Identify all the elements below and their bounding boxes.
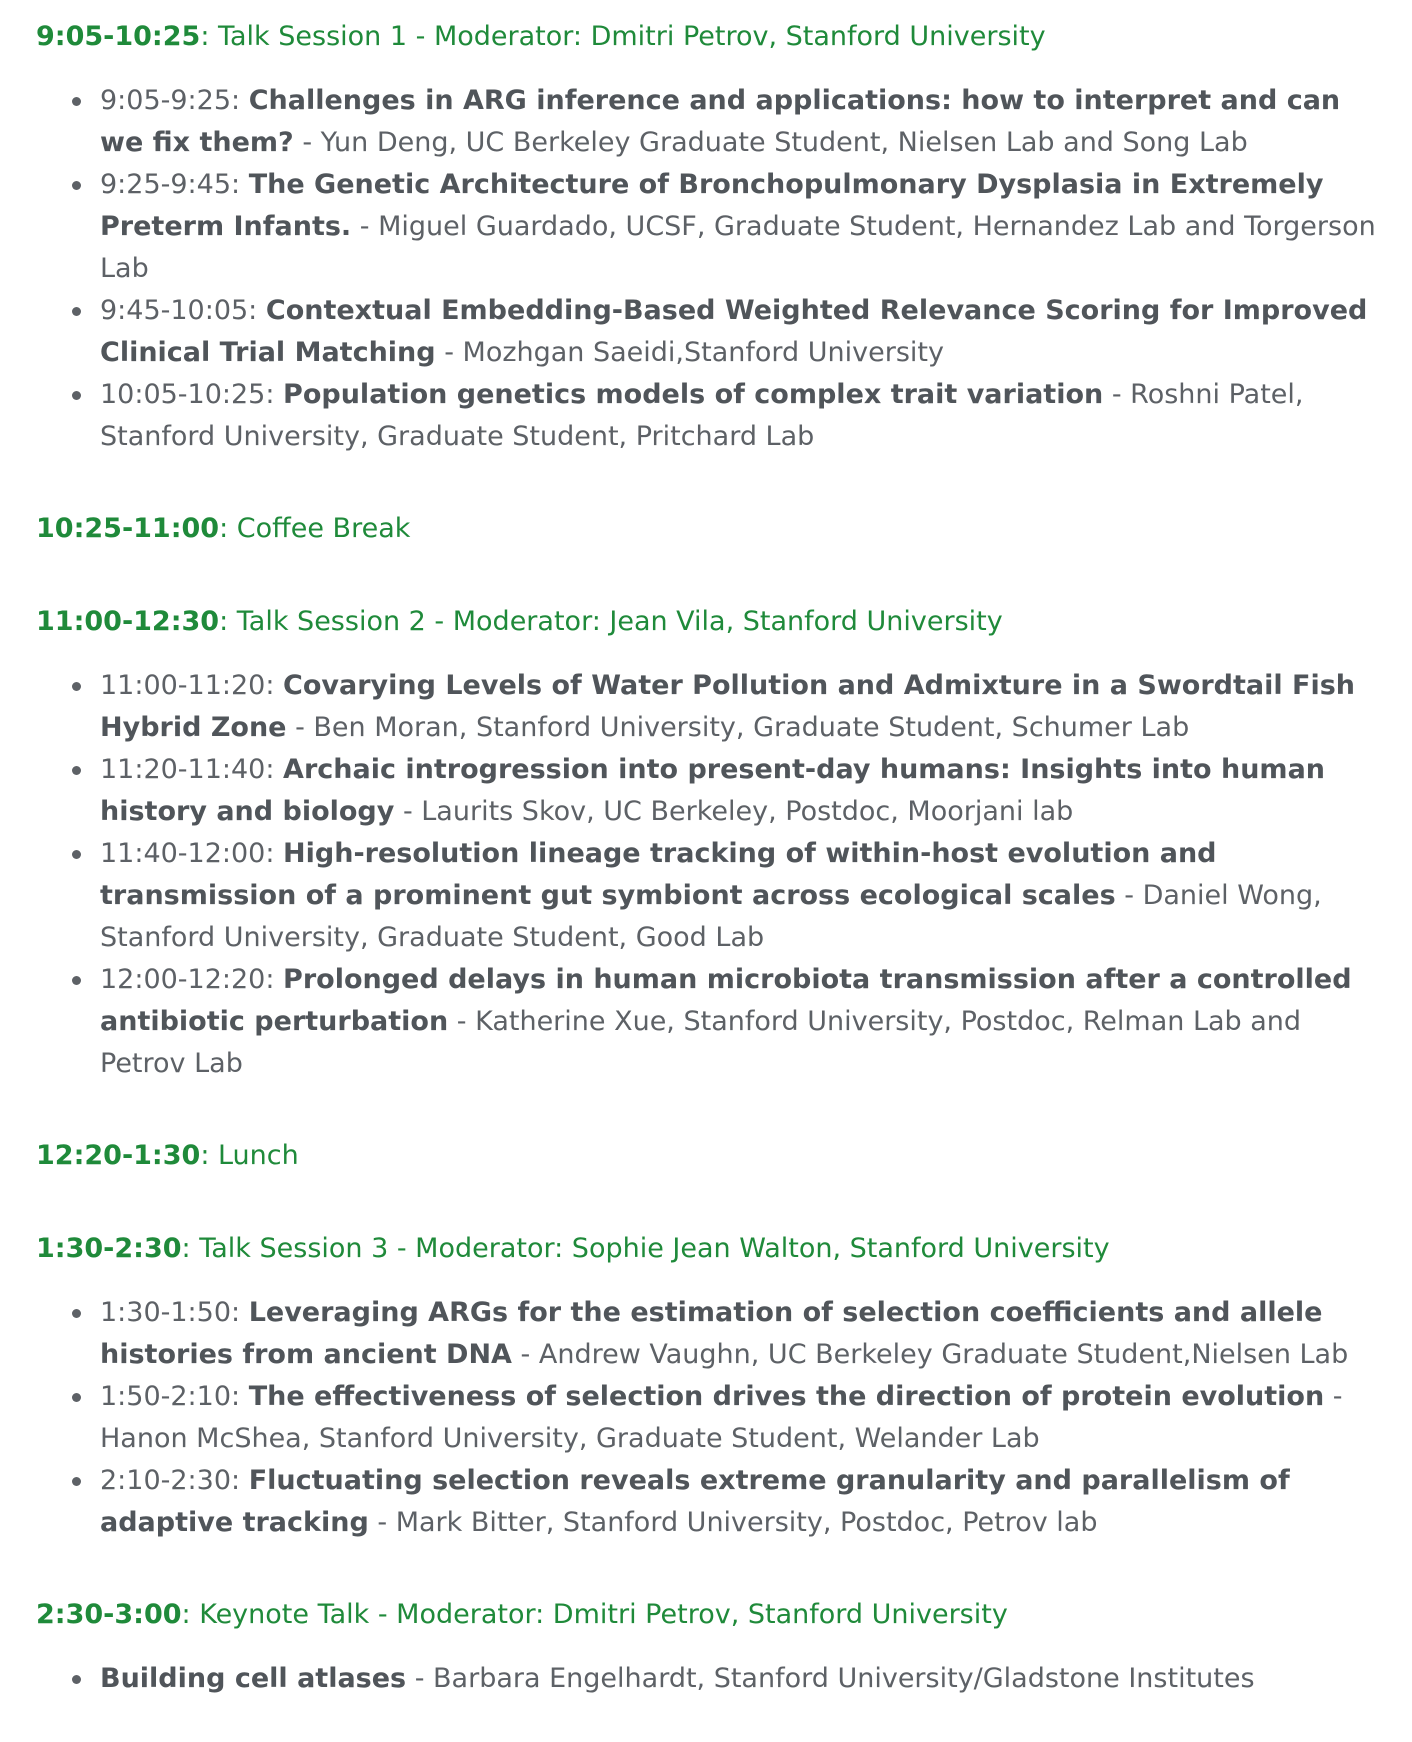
talk-item bbox=[100, 80, 1412, 164]
talk-title: Prolonged delays in human microbiota transmission after a controlled antibiotic perturbation bbox=[100, 964, 1352, 1037]
talk-item bbox=[100, 164, 1412, 290]
talk-title: Population genetics models of complex trait variation bbox=[283, 379, 1104, 410]
bullet-icon bbox=[72, 1675, 81, 1684]
bullet-icon bbox=[72, 307, 81, 316]
talk-time: 9:25-9:45: bbox=[100, 169, 249, 200]
talk-speaker: - Barbara Engelhardt, Stanford University/Gladstone Institutes bbox=[406, 1663, 1255, 1694]
talk-speaker: - Ben Moran, Stanford University, Graduate Student, Schumer Lab bbox=[286, 712, 1190, 743]
talk-speaker: - Laurits Skov, UC Berkeley, Postdoc, Moorjani lab bbox=[394, 796, 1074, 827]
bullet-icon bbox=[72, 1477, 81, 1486]
session-3 bbox=[0, 1228, 1412, 1544]
talk-speaker: - Miguel Guardado, UCSF, Graduate Student, Hernandez Lab and Torgerson Lab bbox=[100, 211, 1376, 284]
session-heading bbox=[36, 1594, 1412, 1636]
talk-speaker: - Mark Bitter, Stanford University, Postdoc, Petrov lab bbox=[368, 1507, 1098, 1538]
talk-title: Challenges in ARG inference and applications: how to interpret and can we fix them? bbox=[100, 85, 1341, 158]
session-time: 2:30-3:00 bbox=[36, 1599, 182, 1630]
session-label: : Keynote Talk - Moderator: Dmitri Petrov, Stanford University bbox=[181, 1599, 1008, 1630]
talk-item bbox=[100, 749, 1412, 833]
talk-time: 11:00-11:20: bbox=[100, 670, 284, 701]
bullet-icon bbox=[72, 682, 81, 691]
talk-item bbox=[100, 1292, 1412, 1376]
talk-time: 9:05-9:25: bbox=[100, 85, 249, 116]
session-heading bbox=[36, 1135, 1412, 1177]
talk-time: 10:05-10:25: bbox=[100, 379, 284, 410]
talk-time: 9:45-10:05: bbox=[100, 295, 266, 326]
talk-item bbox=[100, 959, 1412, 1085]
talk-item bbox=[100, 290, 1412, 374]
talk-speaker: - Yun Deng, UC Berkeley Graduate Student, Nielsen Lab and Song Lab bbox=[293, 127, 1248, 158]
session-time: 11:00-12:30 bbox=[36, 606, 220, 637]
session-heading bbox=[36, 1228, 1412, 1270]
talk-time: 11:40-12:00: bbox=[100, 838, 284, 869]
bullet-icon bbox=[72, 1393, 81, 1402]
talk-item bbox=[100, 665, 1412, 749]
session-time: 10:25-11:00 bbox=[36, 513, 220, 544]
session-label: : Talk Session 1 - Moderator: Dmitri Petrov, Stanford University bbox=[200, 21, 1046, 52]
session-lunch bbox=[0, 1135, 1412, 1177]
session-label: : Talk Session 3 - Moderator: Sophie Jean Walton, Stanford University bbox=[181, 1233, 1110, 1264]
bullet-icon bbox=[72, 181, 81, 190]
session-label: : Coffee Break bbox=[219, 513, 411, 544]
talk-title: Leveraging ARGs for the estimation of selection coefficients and allele histories from ancient DNA bbox=[100, 1297, 1323, 1370]
talk-time: 1:50-2:10: bbox=[100, 1381, 249, 1412]
talk-title: The effectiveness of selection drives the direction of protein evolution bbox=[248, 1381, 1325, 1412]
talk-title: Fluctuating selection reveals extreme granularity and parallelism of adaptive tracking bbox=[100, 1465, 1290, 1538]
talk-title: The Genetic Architecture of Bronchopulmonary Dysplasia in Extremely Preterm Infants. bbox=[100, 169, 1324, 242]
talk-title: Building cell atlases bbox=[100, 1663, 407, 1694]
session-time: 1:30-2:30 bbox=[36, 1233, 182, 1264]
session-heading bbox=[36, 508, 1412, 550]
talk-time: 2:10-2:30: bbox=[100, 1465, 249, 1496]
bullet-icon bbox=[72, 850, 81, 859]
talk-title: Archaic introgression into present-day humans: Insights into human history and biology bbox=[100, 754, 1326, 827]
talk-item bbox=[100, 1658, 1412, 1700]
session-time: 9:05-10:25 bbox=[36, 21, 201, 52]
talk-time: 1:30-1:50: bbox=[100, 1297, 249, 1328]
bullet-icon bbox=[72, 97, 81, 106]
bullet-icon bbox=[72, 1309, 81, 1318]
talk-time: 12:00-12:20: bbox=[100, 964, 284, 995]
talk-speaker: - Katherine Xue, Stanford University, Postdoc, Relman Lab and Petrov Lab bbox=[100, 1006, 1302, 1079]
session-2 bbox=[0, 601, 1412, 1085]
talk-list bbox=[0, 80, 1412, 458]
bullet-icon bbox=[72, 766, 81, 775]
talk-speaker: - Hanon McShea, Stanford University, Graduate Student, Welander Lab bbox=[100, 1381, 1343, 1454]
bullet-icon bbox=[72, 976, 81, 985]
talk-item bbox=[100, 374, 1412, 458]
talk-item bbox=[100, 1376, 1412, 1460]
talk-speaker: - Andrew Vaughn, UC Berkeley Graduate Student,Nielsen Lab bbox=[511, 1339, 1349, 1370]
bullet-icon bbox=[72, 391, 81, 400]
session-label: : Lunch bbox=[200, 1140, 299, 1171]
talk-title: Contextual Embedding-Based Weighted Relevance Scoring for Improved Clinical Trial Matching bbox=[100, 295, 1368, 368]
talk-item bbox=[100, 1460, 1412, 1544]
session-time: 12:20-1:30 bbox=[36, 1140, 201, 1171]
session-coffee-break bbox=[0, 508, 1412, 550]
session-heading bbox=[36, 16, 1412, 58]
session-1 bbox=[0, 16, 1412, 458]
talk-title: High-resolution lineage tracking of within-host evolution and transmission of a prominent gut symbiont across ecological scales bbox=[100, 838, 1217, 911]
session-heading bbox=[36, 601, 1412, 643]
session-label: : Talk Session 2 - Moderator: Jean Vila, Stanford University bbox=[219, 606, 1003, 637]
talk-speaker: - Daniel Wong, Stanford University, Graduate Student, Good Lab bbox=[100, 880, 1322, 953]
talk-list bbox=[0, 1658, 1412, 1700]
talk-list bbox=[0, 665, 1412, 1085]
session-keynote bbox=[0, 1594, 1412, 1700]
talk-item bbox=[100, 833, 1412, 959]
talk-speaker: - Roshni Patel, Stanford University, Graduate Student, Pritchard Lab bbox=[100, 379, 1304, 452]
talk-title: Covarying Levels of Water Pollution and Admixture in a Swordtail Fish Hybrid Zone bbox=[100, 670, 1356, 743]
talk-list bbox=[0, 1292, 1412, 1544]
talk-speaker: - Mozhgan Saeidi,Stanford University bbox=[435, 337, 944, 368]
talk-time: 11:20-11:40: bbox=[100, 754, 284, 785]
